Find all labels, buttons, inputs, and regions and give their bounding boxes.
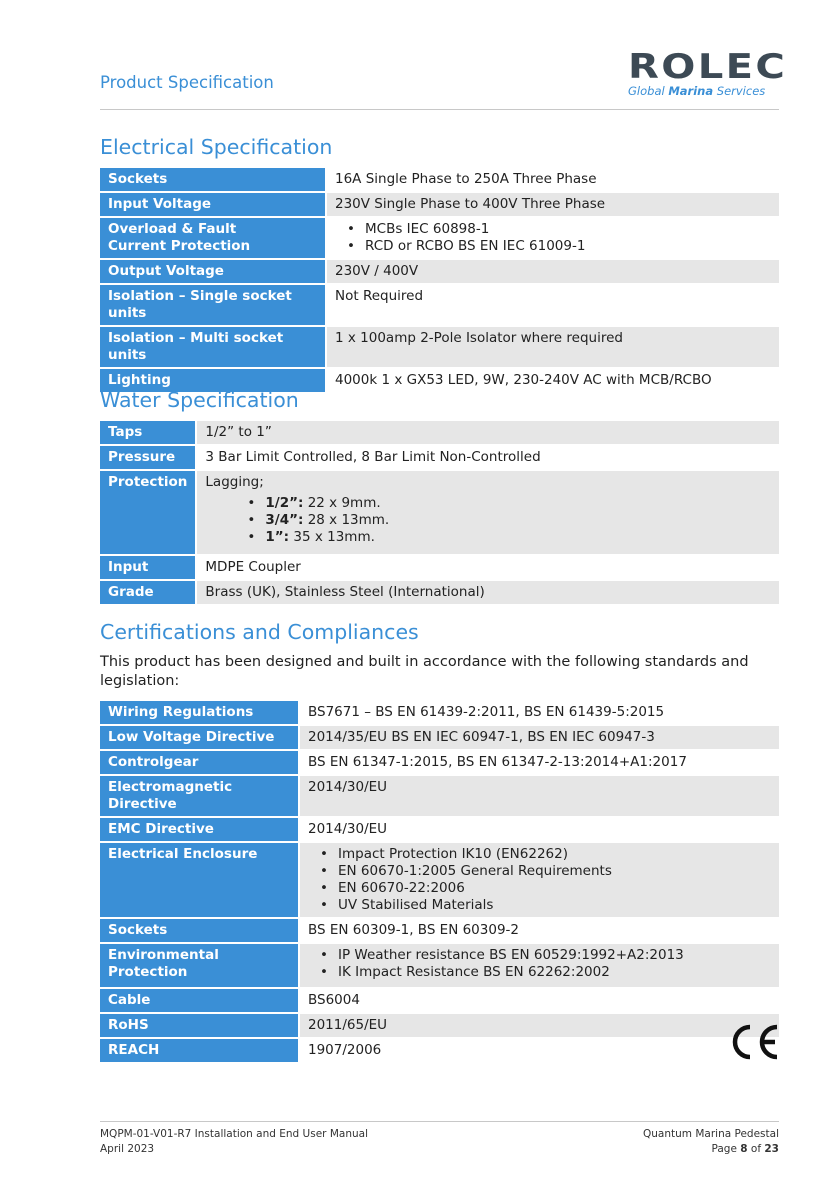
row-key: Taps [100,421,197,444]
list-item [253,495,771,512]
list-item: • IP Weather resistance BS EN 60529:1992+A2:2013 [326,947,771,964]
list-item: • EN 60670-22:2006 [326,880,771,897]
row-key: Wiring Regulations [100,701,300,724]
bullet-list [205,495,771,546]
list-item: • RCD or RCBO BS EN IEC 61009-1 [353,238,771,255]
row-value: BS EN 60309-1, BS EN 60309-2 [308,922,520,938]
row-value: 1/2” to 1” [197,421,779,444]
row-value: 2014/30/EU [308,821,388,837]
footer-product: Quantum Marina Pedestal [643,1128,779,1140]
table-row [100,168,779,191]
table-row [100,446,779,469]
row-key: Grade [100,581,197,604]
protection-intro: Lagging; [205,474,264,490]
table-row [100,751,779,774]
row-key: Pressure [100,446,197,469]
table-row [100,193,779,216]
row-value: BS6004 [308,992,360,1008]
row-value: 16A Single Phase to 250A Three Phase [335,171,597,187]
row-key: Electromagnetic Directive [100,776,300,816]
table-row [100,919,779,942]
table-row [100,1039,779,1062]
row-value: 3 Bar Limit Controlled, 8 Bar Limit Non-Controlled [205,449,541,465]
row-key: Output Voltage [100,260,327,283]
page-current: 8 [740,1143,748,1155]
page-of: of [750,1143,762,1155]
row-key: Electrical Enclosure [100,843,300,917]
row-value: 230V Single Phase to 400V Three Phase [327,193,779,216]
row-value: 2014/35/EU BS EN IEC 60947-1, BS EN IEC 60947-3 [300,726,779,749]
list-item: • MCBs IEC 60898-1 [353,221,771,238]
row-value: 1 x 100amp 2-Pole Isolator where required [327,327,779,367]
row-key: RoHS [100,1014,300,1037]
row-key: Low Voltage Directive [100,726,300,749]
size-label: 1/2”: [265,495,304,511]
table-row [100,818,779,841]
row-key: Environmental Protection [100,944,300,987]
row-key: Protection [100,471,197,554]
list-item: • UV Stabilised Materials [326,897,771,914]
certifications-intro: This product has been designed and built in accordance with the following standards and legislation: [100,654,749,689]
row-key-line: Overload & Fault [108,221,237,237]
list-item [253,512,771,529]
row-key: EMC Directive [100,818,300,841]
row-key: Cable [100,989,300,1012]
row-value [327,218,779,258]
row-value: Brass (UK), Stainless Steel (International) [197,581,779,604]
table-row [100,285,779,325]
size-value: 35 x 13mm. [293,529,375,545]
row-key: Input [100,556,197,579]
table-row [100,843,779,917]
rolec-logo [628,47,788,98]
size-value: 22 x 9mm. [307,495,381,511]
bullet-list [308,846,771,914]
certifications-heading: Certifications and Compliances [100,620,419,644]
electrical-heading: Electrical Specification [100,135,333,159]
table-row [100,260,779,283]
list-item: • Impact Protection IK10 (EN62262) [326,846,771,863]
certifications-table [100,699,779,1064]
table-row [100,989,779,1012]
bullet-list [308,947,771,981]
row-key-line: Current Protection [108,238,251,254]
page-total: 23 [764,1143,779,1155]
row-value: 230V / 400V [327,260,779,283]
table-row [100,1014,779,1037]
row-key: Lighting [100,369,327,392]
logo-tag-bold: Marina [668,84,714,98]
row-key: Input Voltage [100,193,327,216]
table-row [100,726,779,749]
page-number [643,1142,779,1157]
footer-left [100,1127,368,1157]
table-row [100,776,779,816]
water-heading: Water Specification [100,388,299,412]
header-divider [100,109,779,110]
row-key: REACH [100,1039,300,1062]
row-value: Not Required [335,288,424,304]
row-value: 2014/30/EU [300,776,779,816]
row-value [197,471,779,554]
row-value: 2011/65/EU [300,1014,779,1037]
list-item [253,529,771,546]
list-item: • EN 60670-1:2005 General Requirements [326,863,771,880]
logo-tag-pre: Global [628,84,665,98]
table-row [100,556,779,579]
row-key [100,218,327,258]
row-value: MDPE Coupler [205,559,301,575]
row-value: BS7671 – BS EN 61439-2:2011, BS EN 61439-5:2015 [308,704,665,720]
row-key: Isolation – Multi socket units [100,327,327,367]
row-value [300,944,779,987]
footer-doc-line: MQPM-01-V01-R7 Installation and End User Manual [100,1128,368,1140]
row-value: BS EN 61347-1:2015, BS EN 61347-2-13:2014+A1:2017 [308,754,687,770]
size-label: 3/4”: [265,512,304,528]
table-row [100,471,779,554]
table-row [100,581,779,604]
table-row [100,327,779,367]
bullet-list [335,221,771,255]
row-key: Sockets [100,919,300,942]
water-table [100,419,779,606]
row-key: Isolation – Single socket units [100,285,327,325]
size-label: 1”: [265,529,290,545]
table-row [100,944,779,987]
row-key: Controlgear [100,751,300,774]
row-value: 4000k 1 x GX53 LED, 9W, 230-240V AC with MCB/RCBO [335,372,712,388]
table-row [100,421,779,444]
table-row [100,218,779,258]
ce-mark-icon [731,1024,781,1060]
logo-tag-post: Services [716,84,766,98]
page-prefix: Page [711,1143,737,1155]
electrical-table [100,166,779,394]
footer-divider [100,1121,779,1122]
row-value: 1907/2006 [308,1042,382,1058]
footer-date: April 2023 [100,1143,155,1155]
table-row [100,701,779,724]
footer-right [643,1127,779,1157]
row-key: Sockets [100,168,327,191]
header-title: Product Specification [100,73,274,92]
row-value [300,843,779,917]
list-item: • IK Impact Resistance BS EN 62262:2002 [326,964,771,981]
logo-wordmark: ROLEC [628,47,788,87]
size-value: 28 x 13mm. [307,512,390,528]
